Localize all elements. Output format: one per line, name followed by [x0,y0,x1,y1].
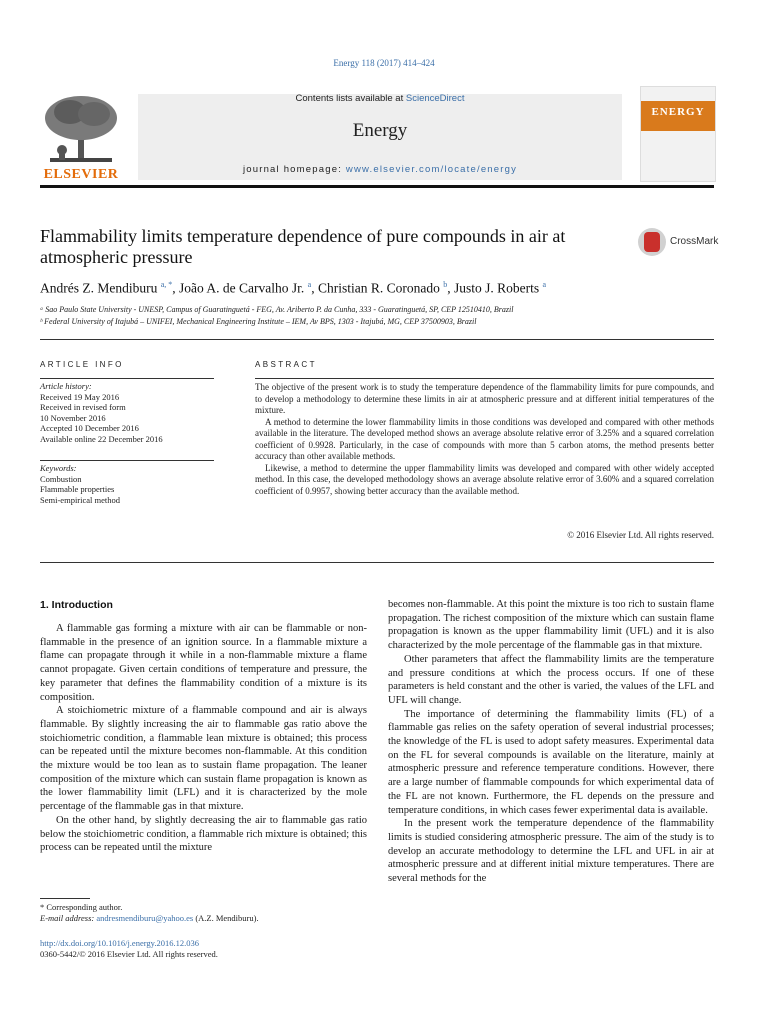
author-affil-mark[interactable]: a, * [160,280,173,289]
journal-name: Energy [352,120,408,141]
affiliation-a: ᵃ Sao Paulo State University - UNESP, Campus of Guaratinguetá - FEG, Av. Ariberto P. da Cunha, 333 - Guaratinguetá, SP, CEP 12510410, Brazil [40,305,514,314]
header-rule [40,185,714,188]
abstract-paragraph: Likewise, a method to determine the upper flammability limits was developed and compared with other widely accepted method. In this case, the developed methodology shows an average absolute relative error of 3.60% and a squared correlation coefficient of 0.9957, showing better accuracy than the available method. [255,462,714,496]
section-rule [40,339,714,340]
journal-homepage [138,164,622,175]
body-left-column [40,622,367,855]
info-rule [40,460,214,461]
affiliation-b: ᵇ Federal University of Itajubá – UNIFEI, Mechanical Engineering Institute – IEM, Av BPS, 1303 - Itajubá, MG, CEP 37500903, Brazil [40,317,477,326]
body-paragraph: The importance of determining the flammability limits (FL) of a flammable gas relies on the safety operation of several industrial processes; the knowledge of the FL is used to adopt safety measures. Experimental data on the FL for several compounds is available on the literature, mainly at atmospheric pressure and reference temperature conditions. However, there are a large number of flammable compounds for which experimental data of the FL are not known. Furthermore, the FL depends on the pressure and temperature conditions, in which cases fewer experimental data is available. [388,708,714,816]
crossmark-badge[interactable] [638,228,718,258]
author-affil-mark[interactable]: a [307,280,312,289]
body-paragraph: In the present work the temperature dependence of the flammability limits is studied considering atmospheric pressure. The aim of the study is to develop an accurate methodology to determine the LFL and UFL in air at atmospheric pressure and at different initial mixture temperatures. There are several methods for the [388,818,714,885]
issn-line: 0360-5442/© 2016 Elsevier Ltd. All rights reserved. [40,949,218,959]
history-item: Available online 22 December 2016 [40,433,163,444]
cover-title: ENERGY [651,106,705,118]
elsevier-wordmark: ELSEVIER [43,167,119,182]
keywords-label: Keywords: [40,463,77,473]
keyword: Semi-empirical method [40,494,121,505]
article-history [40,381,220,444]
contents-line [138,93,622,104]
homepage-prefix: journal homepage: [242,164,343,175]
email-suffix: (A.Z. Mendiburu). [195,912,259,923]
keywords [40,463,220,505]
doi-link[interactable]: http://dx.doi.org/10.1016/j.energy.2016.12.036 [40,938,199,948]
abstract-paragraph: The objective of the present work is to study the temperature dependence of the flammability limits for pure compounds, and to develop a methodology to determine these limits in air at atmospheric pressure and at different initial temperatures of the mixture. [255,382,714,415]
author-name: Andrés Z. Mendiburu [40,280,158,296]
journal-citation: Energy 118 (2017) 414–424 [333,58,435,68]
email-link[interactable]: andresmendiburu@yahoo.es [96,912,194,923]
journal-cover-thumbnail[interactable] [640,86,716,182]
body-paragraph: Other parameters that affect the flammability limits are the temperature and pressure conditions at which the process occurs. If one of these parameters is held constant and the other is varied, the values of the LFL and UFL will change. [388,653,714,706]
history-item: Received in revised form [40,402,126,412]
abstract-copyright: © 2016 Elsevier Ltd. All rights reserved. [567,530,714,540]
contents-prefix: Contents lists available at [295,93,404,104]
keyword: Combustion [40,473,82,484]
author-affil-mark[interactable]: a [542,280,547,289]
crossmark-label: CrossMark [670,236,719,247]
author-affil-mark[interactable]: b [443,280,448,289]
abstract-text [255,382,714,497]
corresponding-author: * Corresponding author. [40,902,123,912]
keyword: Flammable properties [40,484,115,494]
body-right-column [388,598,714,886]
author-name: Justo J. Roberts [453,280,540,296]
history-item: Accepted 10 December 2016 [40,423,139,433]
author-name: João A. de Carvalho Jr. [179,280,305,296]
history-item: 10 November 2016 [40,412,106,423]
email-label: E-mail address: [40,912,95,923]
history-label: Article history: [40,381,92,391]
author-name: Christian R. Coronado [317,280,440,296]
author-list: Andrés Z. Mendiburu $^{a, *}$, João A. de Carvalho Jr. $^a$, Christian R. Coronado $^b$, Justo J. Roberts $^a$ [40,280,547,296]
abstract-rule [255,378,714,379]
history-item: Received 19 May 2016 [40,391,120,402]
section-rule [40,562,714,563]
body-paragraph: A flammable gas forming a mixture with air can be flammable or non-flammable in the presence of an ignition source. In a flammable mixture a flame can propagate through it while in a non-flammable mixture a flame cannot propagate. Given certain conditions of temperature and pressure, the key parameter that defines the flammability condition of a mixture is its composition. [40,623,367,703]
article-info-heading: ARTICLE INFO [40,360,124,369]
crossmark-icon [638,228,666,256]
sciencedirect-link[interactable]: ScienceDirect [405,93,465,104]
doi-block [40,938,370,960]
body-paragraph: A stoichiometric mixture of a flammable compound and air is always flammable. By slightly increasing the air to flammable gas ratio above the stoichiometric condition, a flammable lean mixture is obtained; this process can be repeated until the mixture becomes non-flammable. At this condition the mixture would be too lean as to sustain flame propagation. The leaner composition of the mixture which can sustain flame propagation is known as the lower flammability limit (LFL) and it is characterized by the mole percentage of the flammable gas in that mixture. [40,705,367,813]
section-heading: 1. Introduction [40,599,113,611]
footnote [40,902,370,923]
abstract-heading: ABSTRACT [255,360,317,369]
body-paragraph: becomes non-flammable. At this point the mixture is too rich to sustain flame propagation. The richest composition of the mixture which can sustain flame propagation is known as the upper flammability limit (UFL) and it is also characterized by the mole percentage of the flammable gas in that mixture. [388,599,714,652]
body-paragraph: On the other hand, by slightly decreasing the air to flammable gas ratio below the stoichiometric condition, a flammable rich mixture is obtained; this process can be repeated until the mixture [40,814,367,854]
homepage-link[interactable]: www.elsevier.com/locate/energy [345,164,518,175]
abstract-paragraph: A method to determine the lower flammability limits in those conditions was developed and compared with other methods available in the literature. The developed method shows an average absolute relative error of 3.25% and a squared correlation coefficient of 0.9928. Particularly, in the case of compounds with more than 5 carbon atoms, the method presents better accuracy than other available methods. [255,416,714,461]
info-rule [40,378,214,379]
article-title: Flammability limits temperature dependence of pure compounds in air at atmospheric pressure [40,226,566,267]
footnote-rule [40,898,90,899]
